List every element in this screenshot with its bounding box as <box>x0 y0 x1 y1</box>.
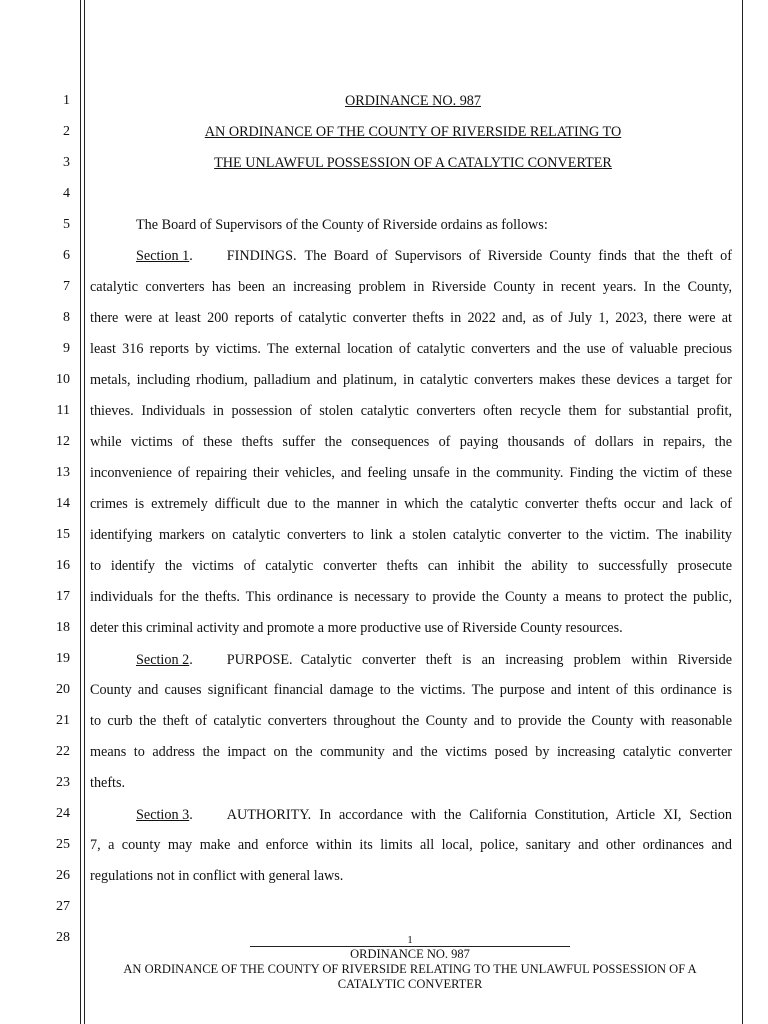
line-number: 28 <box>56 930 70 945</box>
section-2-heading: PURPOSE. <box>226 652 293 668</box>
section-1-heading: FINDINGS. <box>226 248 297 264</box>
footer-title-line-2: CATALYTIC CONVERTER <box>337 977 483 991</box>
body-line: County and causes significant financial damage to the victims. The purpose and intent of this ordinance is <box>90 682 732 698</box>
left-margin-rule <box>80 0 81 1024</box>
body-last-line: thefts. <box>90 775 126 791</box>
section-1-first-line-text: The Board of Supervisors of Riverside County finds that the theft of <box>304 248 732 264</box>
line-number: 22 <box>56 744 70 759</box>
body-line: 7, a county may make and enforce within its limits all local, police, sanitary and other ordinances and <box>90 837 732 853</box>
line-number: 7 <box>63 279 70 294</box>
ordinance-number-title: ORDINANCE NO. 987 <box>345 93 481 109</box>
body-line: individuals for the thefts. This ordinance is necessary to provide the County a means to protect the public, <box>90 589 732 605</box>
line-number: 2 <box>63 124 70 139</box>
line-number: 23 <box>56 775 70 790</box>
preamble: The Board of Supervisors of the County of Riverside ordains as follows: <box>136 217 548 233</box>
section-2-label-wrap: Section 2. <box>136 652 193 668</box>
body-line: least 316 reports by victims. The external location of catalytic converters and the use of valuable precious <box>90 341 732 357</box>
line-number: 19 <box>56 651 70 666</box>
body-last-line: deter this criminal activity and promote a more productive use of Riverside County resources. <box>90 620 623 636</box>
body-line: there were at least 200 reports of catalytic converter thefts in 2022 and, as of July 1, 2023, there were at <box>90 310 732 326</box>
footer-title-line-1: AN ORDINANCE OF THE COUNTY OF RIVERSIDE RELATING TO THE UNLAWFUL POSSESSION OF A <box>123 962 697 976</box>
body-line: identifying markers on catalytic converters to link a stolen catalytic converter to the victim. The inability <box>90 527 732 543</box>
line-number: 18 <box>56 620 70 635</box>
line-number: 16 <box>56 558 70 573</box>
line-number: 6 <box>63 248 70 263</box>
section-2-first-line-text: Catalytic converter theft is an increasing problem within Riverside <box>300 652 732 668</box>
right-margin-rule <box>742 0 743 1024</box>
line-number: 27 <box>56 899 70 914</box>
section-2-label: Section 2 <box>136 652 190 668</box>
body-line: thieves. Individuals in possession of stolen catalytic converters often recycle them for substantial profit, <box>90 403 732 419</box>
section-3-heading: AUTHORITY. <box>226 807 312 823</box>
line-number: 1 <box>63 93 70 108</box>
body-last-line: regulations not in conflict with general laws. <box>90 868 344 884</box>
section-2-heading-line <box>136 651 732 669</box>
body-line: inconvenience of repairing their vehicles, and feeling unsafe in the community. Finding the victim of these <box>90 465 732 481</box>
section-3-first-line-text: In accordance with the California Constitution, Article XI, Section <box>319 807 732 823</box>
body-line: to identify the victims of catalytic converter thefts can inhibit the ability to successfully prosecute <box>90 558 732 574</box>
line-number: 24 <box>56 806 70 821</box>
section-1-label-wrap: Section 1. <box>136 248 193 264</box>
line-number: 20 <box>56 682 70 697</box>
section-1-heading-line <box>136 247 732 265</box>
line-number: 17 <box>56 589 70 604</box>
body-line: to curb the theft of catalytic converters throughout the County and to provide the County with reasonable <box>90 713 732 729</box>
line-number: 10 <box>56 372 70 387</box>
page-footer <box>100 935 720 992</box>
section-3-label-wrap: Section 3. <box>136 807 193 823</box>
line-number: 12 <box>56 434 70 449</box>
line-number: 3 <box>63 155 70 170</box>
section-3-label: Section 3 <box>136 807 190 823</box>
line-number: 5 <box>63 217 70 232</box>
body-line: means to address the impact on the community and the victims posed by increasing catalytic converter <box>90 744 732 760</box>
line-number: 13 <box>56 465 70 480</box>
line-number: 25 <box>56 837 70 852</box>
footer-ordinance-number: ORDINANCE NO. 987 <box>350 947 470 961</box>
body-line: metals, including rhodium, palladium and platinum, in catalytic converters makes these devices a target for <box>90 372 732 388</box>
line-number: 8 <box>63 310 70 325</box>
line-number: 26 <box>56 868 70 883</box>
line-number: 15 <box>56 527 70 542</box>
line-number: 9 <box>63 341 70 356</box>
section-1-label: Section 1 <box>136 248 190 264</box>
body-line: crimes is extremely difficult due to the manner in which the catalytic converter thefts occur and lack of <box>90 496 732 512</box>
page-number: 1 <box>407 934 413 946</box>
ordinance-title-line-1: AN ORDINANCE OF THE COUNTY OF RIVERSIDE RELATING TO <box>204 124 622 140</box>
line-number: 21 <box>56 713 70 728</box>
line-number: 14 <box>56 496 70 511</box>
line-number-gutter <box>0 0 76 1024</box>
left-margin-rule-inner <box>84 0 85 1024</box>
body-line: while victims of these thefts suffer the consequences of paying thousands of dollars in repairs, the <box>90 434 732 450</box>
ordinance-title-line-2: THE UNLAWFUL POSSESSION OF A CATALYTIC CONVERTER <box>214 155 612 171</box>
line-number: 4 <box>63 186 70 201</box>
body-line: catalytic converters has been an increasing problem in Riverside County in recent years. In the County, <box>90 279 732 295</box>
line-number: 11 <box>56 403 70 418</box>
section-3-heading-line <box>136 806 732 824</box>
